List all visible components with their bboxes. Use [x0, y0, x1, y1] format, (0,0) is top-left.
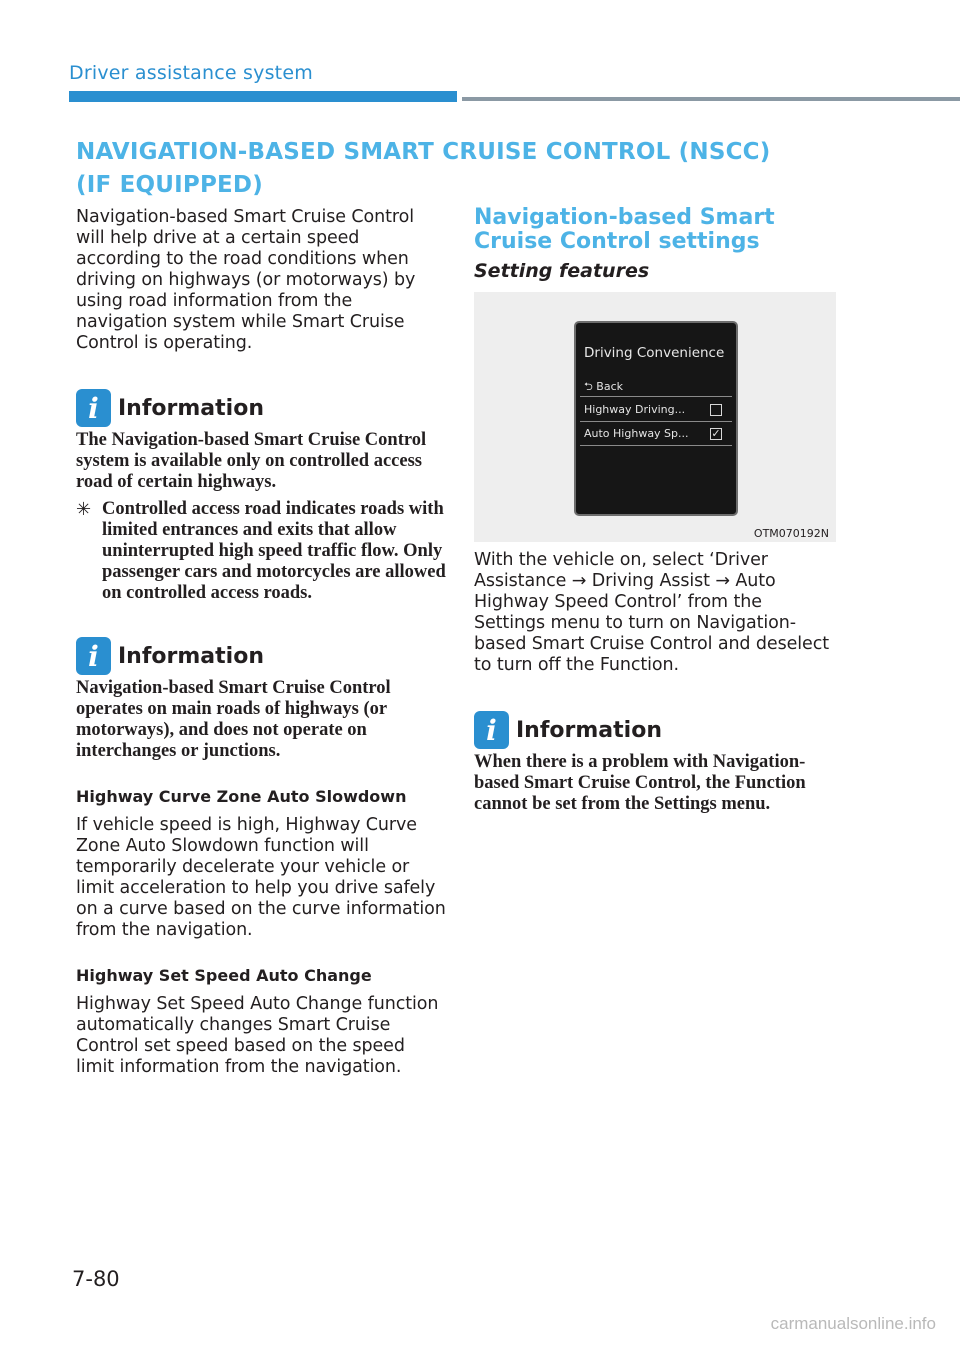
- asterisk-icon: ✳: [76, 499, 92, 520]
- information-text: Navigation-based Smart Cruise Control operates on main roads of highways (or motorways), and does not operate on interchanges or junctions.: [76, 678, 391, 761]
- set-speed-text: Highway Set Speed Auto Change function automatically changes Smart Cruise Control set speed based on the speed limit information from the navigation.: [76, 994, 439, 1077]
- menu-divider: [580, 421, 732, 422]
- information-text: The Navigation-based Smart Cruise Control system is available only on controlled access road of certain highways.: [76, 430, 427, 492]
- info-icon: i: [76, 389, 111, 427]
- information-text: When there is a problem with Navigation-based Smart Cruise Control, the Function cannot be set from the Settings menu.: [474, 752, 806, 814]
- figure-code: OTM070192N: [753, 527, 829, 540]
- screen-title: Driving Convenience: [584, 345, 725, 361]
- intro-paragraph: Navigation-based Smart Cruise Control will help drive at a certain speed according to the road conditions when driving on highways (or motorways) by using road information from the navigation system while Smart Cruise Control is operating.: [76, 207, 416, 353]
- information-box-1-header: [76, 388, 446, 428]
- settings-heading: Navigation-based Smart Cruise Control settings: [474, 205, 775, 254]
- set-speed-heading: Highway Set Speed Auto Change: [76, 966, 372, 985]
- setting-features-heading: Setting features: [474, 260, 650, 282]
- back-item: ⮌ Back: [584, 380, 624, 393]
- running-header: Driver assistance system: [69, 62, 313, 84]
- information-note: [76, 499, 446, 604]
- left-column: [76, 207, 446, 1078]
- information-note-text: Controlled access road indicates roads with limited entrances and exits that allow uninterrupted high speed traffic flow. Only passenger cars and motorcycles are allowed on controlled access roads.: [102, 499, 446, 603]
- information-box-3-header: [474, 710, 836, 750]
- page-number: 7-80: [72, 1267, 120, 1291]
- section-title: NAVIGATION-BASED SMART CRUISE CONTROL (NSCC) (IF EQUIPPED): [76, 139, 771, 198]
- right-column: [474, 206, 836, 815]
- checkbox-unchecked-icon: [710, 404, 722, 416]
- cluster-screen: [574, 321, 738, 516]
- menu-divider: [580, 445, 732, 446]
- information-title: Information: [516, 717, 662, 743]
- information-title: Information: [118, 395, 264, 421]
- menu-item-auto-highway-speed: Auto Highway Sp...: [584, 427, 689, 440]
- header-rule: [462, 97, 960, 101]
- watermark: carmanualsonline.info: [770, 1314, 936, 1333]
- menu-divider: [580, 396, 732, 397]
- header-rule-accent: [69, 91, 457, 102]
- information-title: Information: [118, 643, 264, 669]
- info-icon: i: [474, 711, 509, 749]
- menu-item-highway-driving: Highway Driving...: [584, 403, 686, 416]
- curve-slowdown-text: If vehicle speed is high, Highway Curve Zone Auto Slowdown function will temporarily decelerate your vehicle or limit acceleration to help you drive safely on a curve based on the curve information from the navigation.: [76, 815, 446, 940]
- settings-text: With the vehicle on, select ‘Driver Assistance → Driving Assist → Auto Highway Speed Control’ from the Settings menu to turn on Navigation-based Smart Cruise Control and deselect to turn off the Function.: [474, 550, 829, 675]
- settings-figure: [474, 292, 836, 542]
- checkbox-checked-icon: ✓: [711, 427, 721, 440]
- information-box-2-header: [76, 636, 446, 676]
- curve-slowdown-heading: Highway Curve Zone Auto Slowdown: [76, 787, 407, 806]
- info-icon: i: [76, 637, 111, 675]
